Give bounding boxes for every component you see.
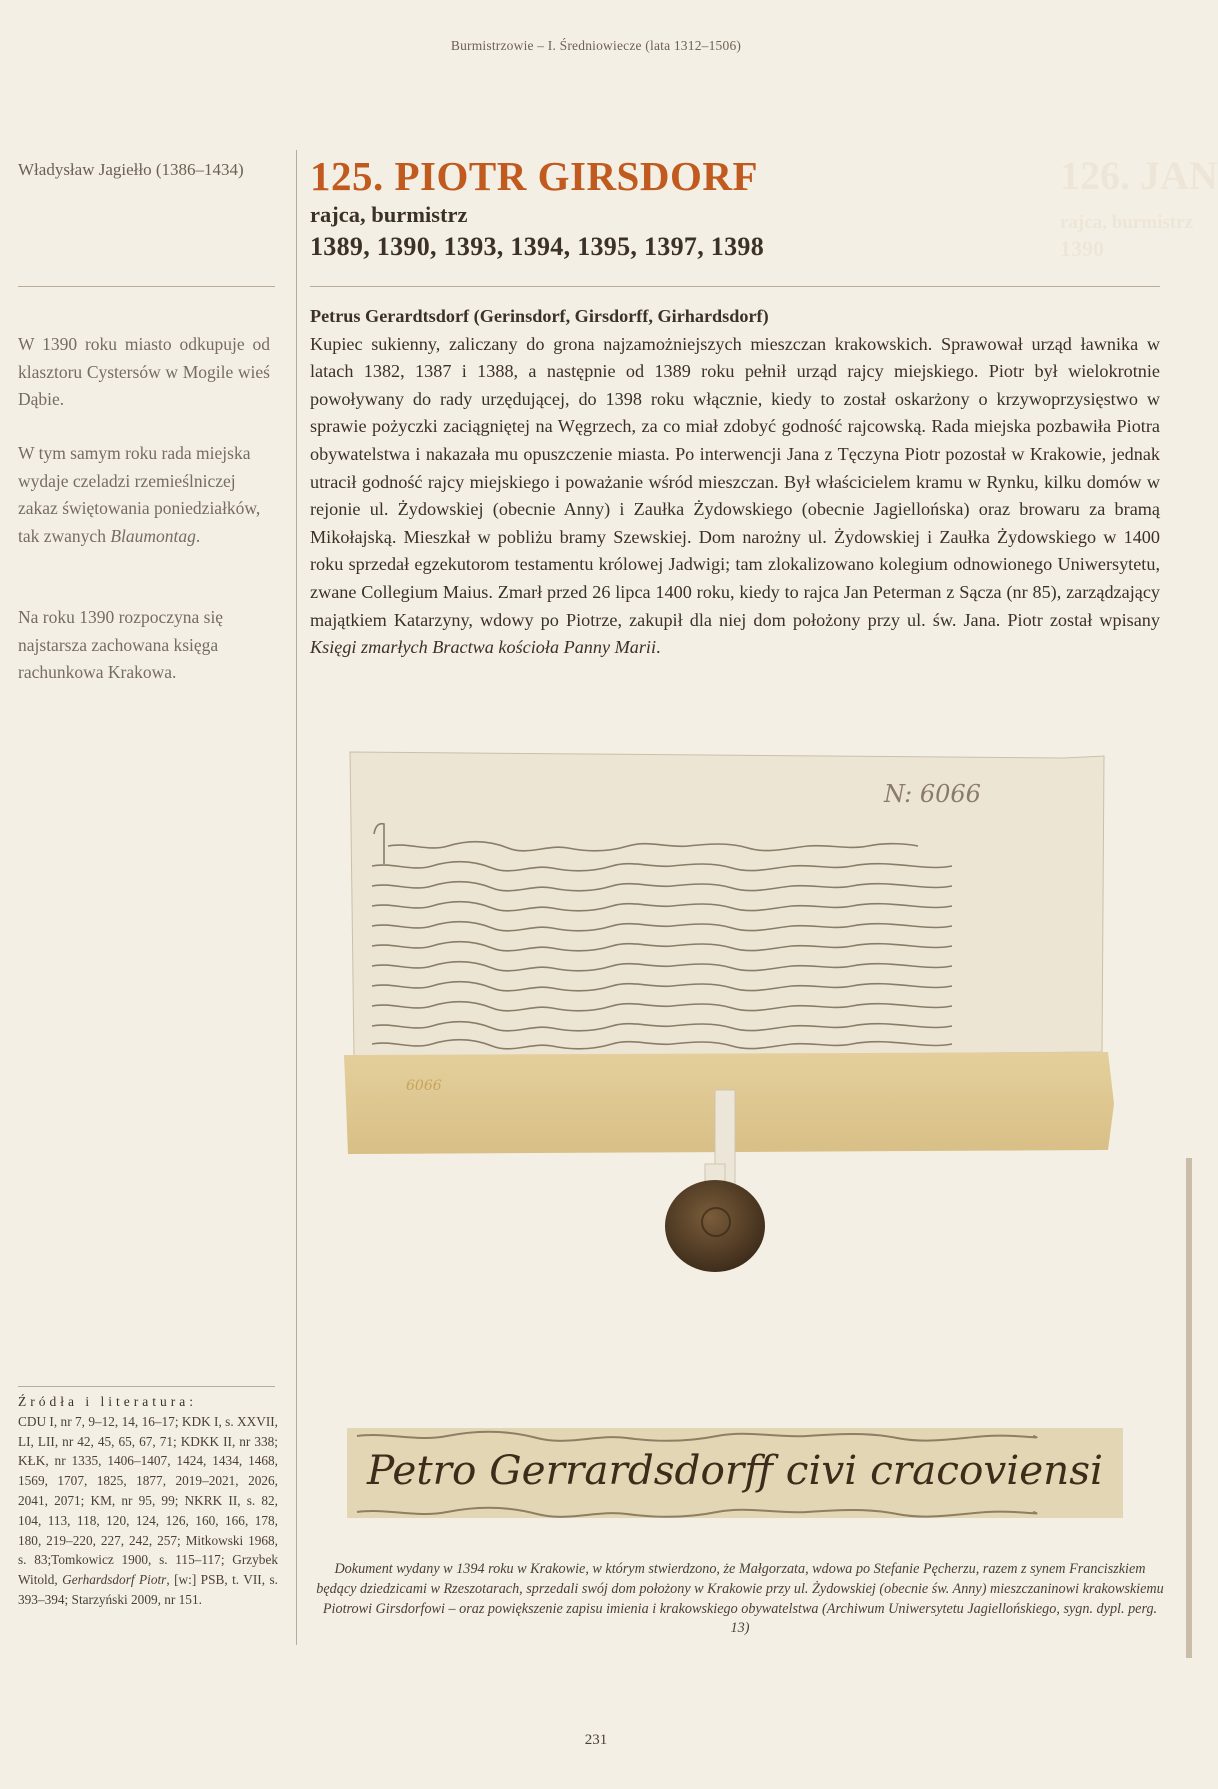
reign-label: Władysław Jagiełło (1386–1434) — [18, 160, 244, 179]
sidebar-note: W 1390 roku miasto odkupuje od klasztoru Cystersów w Mogile wieś Dąbie. — [18, 334, 270, 410]
detail-script-text: Petro Gerrardsdorff civi cracoviensi — [365, 1448, 1103, 1494]
parchment-sheet — [350, 752, 1104, 1058]
show-through-next-title: 126. JAN — [1060, 153, 1218, 198]
figure-caption: Dokument wydany w 1394 roku w Krakowie, w którym stwierdzono, że Małgorzata, wdowa po Stefanie Pęcherzu, razem z synem Franciszkiem będący dziedzicami w Rzeszotarach, sprzedali swój dom położony w Krakowie przy ul. Żydowskiej (obecnie św. Anny) mieszczaninowi krakowskiemu Piotrowi Girsdorfowi – oraz powiększenie zapisu imienia i krakowskiego obywatelstwa (Archiwum Uniwersytetu Jagiellońskiego, sygn. dypl. perg. 13) — [316, 1561, 1164, 1637]
entry-role: rajca, burmistrz — [310, 202, 468, 227]
running-head: Burmistrzowie – I. Średniowiecze (lata 1312–1506) — [450, 38, 742, 53]
sources-divider — [18, 1386, 275, 1387]
bio-italic-title: Księgi zmarłych Bractwa kościoła Panny Marii — [310, 637, 657, 658]
entry-body — [310, 303, 1160, 662]
sidebar-divider — [18, 286, 275, 287]
sidebar-note: W tym samym roku rada miejska wydaje czeladzi rzemieślniczej zakaz świętowania poniedziałków, tak zwanych Blaumontag. — [18, 443, 261, 546]
manuscript-detail-image — [347, 1428, 1123, 1518]
sidebar-note-italic: Blaumontag — [110, 525, 196, 546]
wax-seal — [665, 1180, 765, 1272]
entry-title: 125. PIOTR GIRSDORF — [310, 153, 759, 199]
column-divider — [296, 150, 297, 1645]
parchment-document-image — [344, 752, 1114, 1196]
show-through-next-role: rajca, burmistrz — [1060, 212, 1193, 233]
sources-heading: Źródła i literatura: — [18, 1394, 197, 1409]
sources-block — [18, 1392, 278, 1610]
sources-list: CDU I, nr 7, 9–12, 14, 16–17; KDK I, s. XXVII, LI, LII, nr 42, 45, 65, 67, 71; KDKK II, nr 338; KŁK, nr 1335, 1406–1407, 1424, 1434, 1468, 1569, 1707, 1825, 1877, 2019–2021, 2026, 2041, 2071; KM, nr 95, 99; NKRK II, s. 82, 104, 113, 118, 120, 124, 126, 160, 166, 178, 180, 219–220, 227, 242, 257; Mitkowski 1968, s. 83;Tomkowicz 1900, s. 115–117; Grzybek Witold, Gerhardsdorf Piotr, [w:] PSB, t. VII, s. 393–394; Starzyński 2009, nr 151. — [18, 1413, 278, 1607]
archive-number: N: 6066 — [884, 780, 981, 808]
page-number: 231 — [584, 1732, 608, 1748]
sidebar-note: Na roku 1390 rozpoczyna się najstarsza zachowana księga rachunkowa Krakowa. — [18, 607, 224, 683]
show-through-next-year: 1390 — [1060, 236, 1104, 261]
fold-number: 6066 — [406, 1078, 442, 1094]
entry-years: 1389, 1390, 1393, 1394, 1395, 1397, 1398 — [310, 232, 764, 261]
entry-divider — [310, 286, 1160, 287]
latin-name: Petrus Gerardtsdorf (Gerinsdorf, Girsdorff, Girhardsdorf) — [310, 306, 769, 326]
wax-seal-image — [660, 1164, 770, 1276]
page-edge-shadow — [1186, 1158, 1192, 1658]
biography: Kupiec sukienny, zaliczany do grona najzamożniejszych mieszczan krakowskich. Sprawował urząd ławnika w latach 1382, 1387 i 1388, a następnie od 1389 roku pełnił urząd rajcy miejskiego. Piotr był wielokrotnie powoływany do rady urzędującej, do 1398 roku włącznie, kiedy to został oskarżony o krzywoprzysięstwo w sprawie pożyczki zaciągniętej na Węgrzech, za co miał zdobyć godność rajcowską. Rada miejska pozbawiła Piotra obywatelstwa i nakazała mu opuszczenie miasta. Po interwencji Jana z Tęczyna Piotr pozostał w Krakowie, jednak utracił godność rajcy miejskiego i poważanie wśród mieszczan. Był właścicielem kramu w Rynku, kilku domów w rejonie ul. Żydowskiej (obecnie Anny) i Zaułka Żydowskiego (obecnie Jagiellońska) oraz browaru za bramą Mikołajską. Mieszkał w pobliżu bramy Szewskiej. Dom narożny ul. Żydowskiej i Zaułka Żydowskiego w 1400 roku sprzedał egzekutorom testamentu królowej Jadwigi; tam zlokalizowano kolegium odnowionego Uniwersytetu, zwane Collegium Maius. Zmarł przed 26 lipca 1400 roku, kiedy to rajca Jan Peterman z Sącza (nr 85), zarządzający majątkiem Katarzyny, wdowy po Piotrze, zakupił dla niej dom położony przy ul. św. Jana. Piotr został wpisany Księgi zmarłych Bractwa kościoła Panny Marii. — [310, 333, 1160, 658]
